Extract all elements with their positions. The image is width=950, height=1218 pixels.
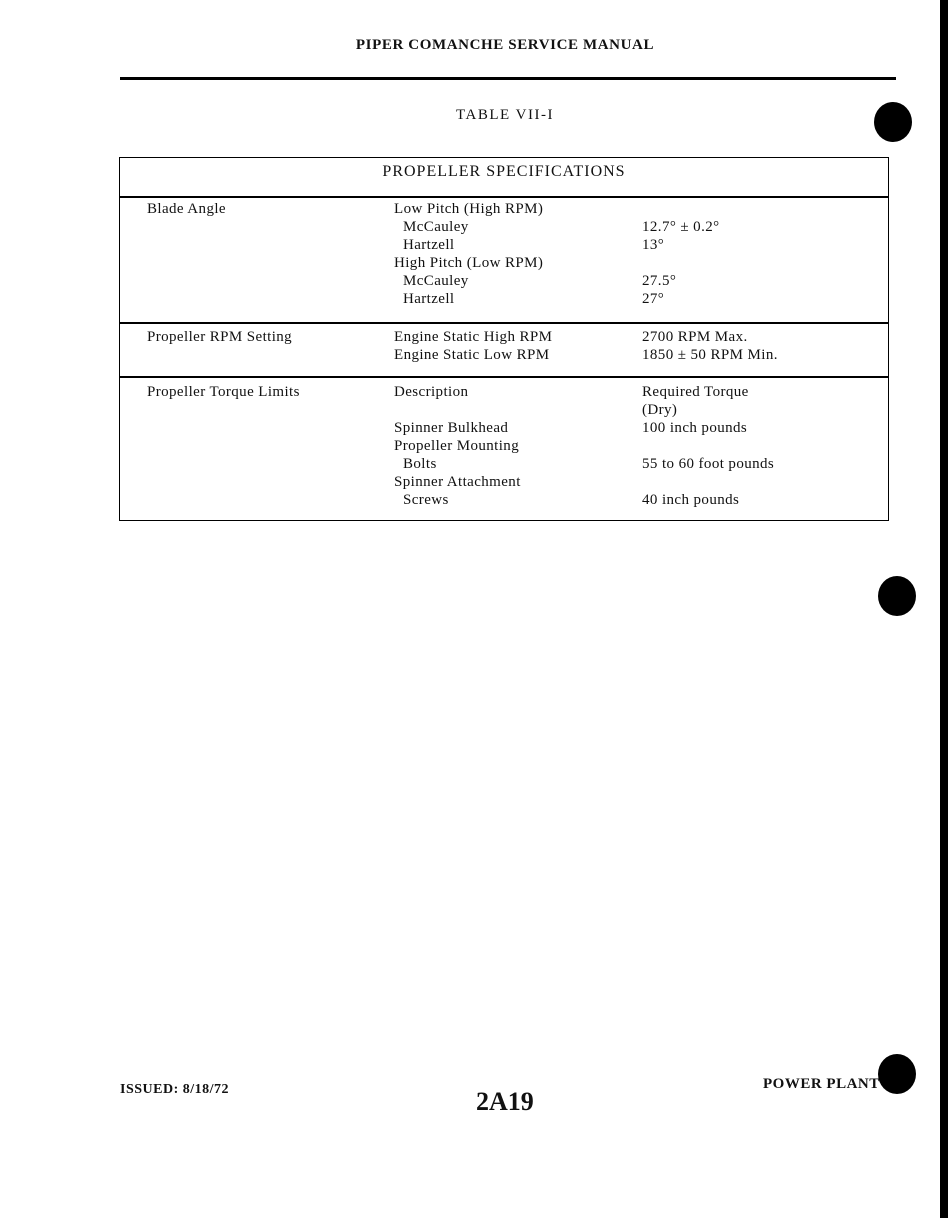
spinner-bulkhead-label: Spinner Bulkhead (394, 420, 509, 436)
required-torque-header: Required Torque (642, 384, 749, 400)
description-header: Description (394, 384, 469, 400)
low-pitch-heading: Low Pitch (High RPM) (394, 201, 544, 217)
low-pitch-hartzell-label: Hartzell (403, 237, 455, 253)
page-edge-bar (940, 0, 948, 1218)
attachment-screws-label: Spinner Attachment (394, 474, 521, 490)
spinner-bulkhead-value: 100 inch pounds (642, 420, 748, 436)
low-pitch-mccauley-label: McCauley (403, 219, 469, 235)
page-identifier: 2A19 (476, 1087, 534, 1116)
low-pitch-hartzell-value: 13° (642, 237, 665, 253)
low-pitch-mccauley-value: 12.7° ± 0.2° (642, 219, 720, 235)
table-caption: PROPELLER SPECIFICATIONS (382, 163, 626, 180)
table-rule (120, 196, 888, 198)
table-number: TABLE VII-I (456, 107, 554, 123)
high-pitch-mccauley-value: 27.5° (642, 273, 677, 289)
high-pitch-heading: High Pitch (Low RPM) (394, 255, 544, 271)
table-rule (120, 376, 888, 378)
section-name: POWER PLANT (763, 1076, 880, 1092)
attachment-screws-label-cont: Screws (403, 492, 449, 508)
issued-date: ISSUED: 8/18/72 (120, 1082, 230, 1097)
required-torque-header-dry: (Dry) (642, 402, 678, 418)
torque-limits-category: Propeller Torque Limits (147, 384, 300, 400)
static-high-rpm-label: Engine Static High RPM (394, 329, 553, 345)
high-pitch-mccauley-label: McCauley (403, 273, 469, 289)
propeller-specifications-table (119, 157, 889, 521)
binder-hole-icon (874, 102, 912, 142)
static-low-rpm-label: Engine Static Low RPM (394, 347, 550, 363)
mounting-bolts-label: Propeller Mounting (394, 438, 520, 454)
mounting-bolts-label-cont: Bolts (403, 456, 437, 472)
high-pitch-hartzell-label: Hartzell (403, 291, 455, 307)
attachment-screws-value: 40 inch pounds (642, 492, 740, 508)
high-pitch-hartzell-value: 27° (642, 291, 665, 307)
mounting-bolts-value: 55 to 60 foot pounds (642, 456, 775, 472)
table-rule (120, 322, 888, 324)
static-low-rpm-value: 1850 ± 50 RPM Min. (642, 347, 778, 363)
blade-angle-category: Blade Angle (147, 201, 226, 217)
binder-hole-icon (878, 1054, 916, 1094)
manual-title: PIPER COMANCHE SERVICE MANUAL (355, 37, 655, 53)
binder-hole-icon (878, 576, 916, 616)
header-rule (120, 77, 896, 80)
rpm-setting-category: Propeller RPM Setting (147, 329, 293, 345)
static-high-rpm-value: 2700 RPM Max. (642, 329, 748, 345)
